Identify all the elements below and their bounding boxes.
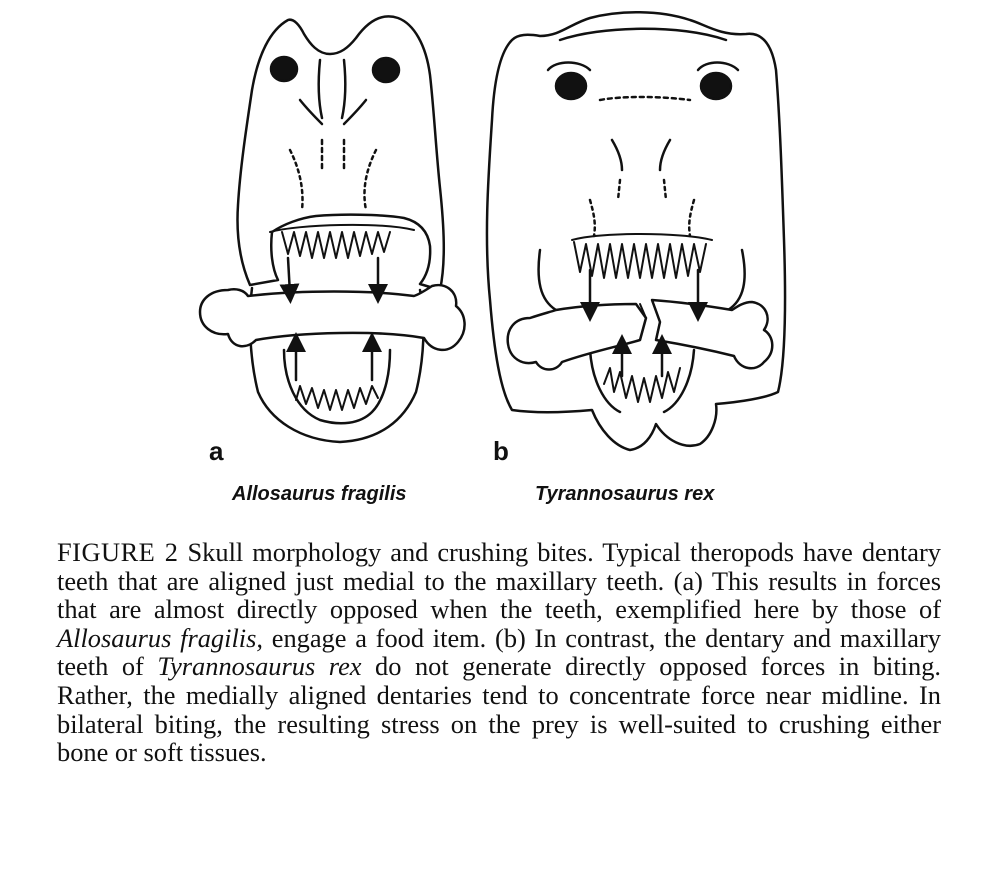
panel-label-b: b bbox=[493, 436, 509, 466]
caption-text-part2: engage a food item. (b) In contrast, the dentary and maxillary teeth of bbox=[57, 622, 941, 682]
caption-species-a: Allosaurus fragilis, bbox=[57, 622, 263, 653]
allosaurus-skull-drawing bbox=[200, 16, 465, 442]
figure-caption bbox=[57, 538, 941, 767]
species-label-allosaurus: Allosaurus fragilis bbox=[232, 483, 407, 505]
tyrannosaurus-skull-drawing bbox=[487, 12, 785, 450]
caption-text-part3: do not generate directly opposed forces in biting. Rather, the medially aligned dentaries tend to concentrate force near midline. In bilateral biting, the resulting stress on the prey is well-suited to crushing either bone or soft tissues. bbox=[57, 651, 942, 768]
caption-text-part1: Skull morphology and crushing bites. Typical theropods have dentary teeth that are aligned just medial to the maxillary teeth. (a) This results in forces that are almost directly opposed when the teeth, exemplified here by those of bbox=[57, 537, 941, 625]
caption-species-b: Tyrannosaurus rex bbox=[157, 651, 362, 682]
caption-figure-number: FIGURE 2 bbox=[57, 537, 179, 567]
panel-label-a: a bbox=[209, 436, 224, 466]
species-label-tyrannosaurus: Tyrannosaurus rex bbox=[535, 483, 715, 505]
